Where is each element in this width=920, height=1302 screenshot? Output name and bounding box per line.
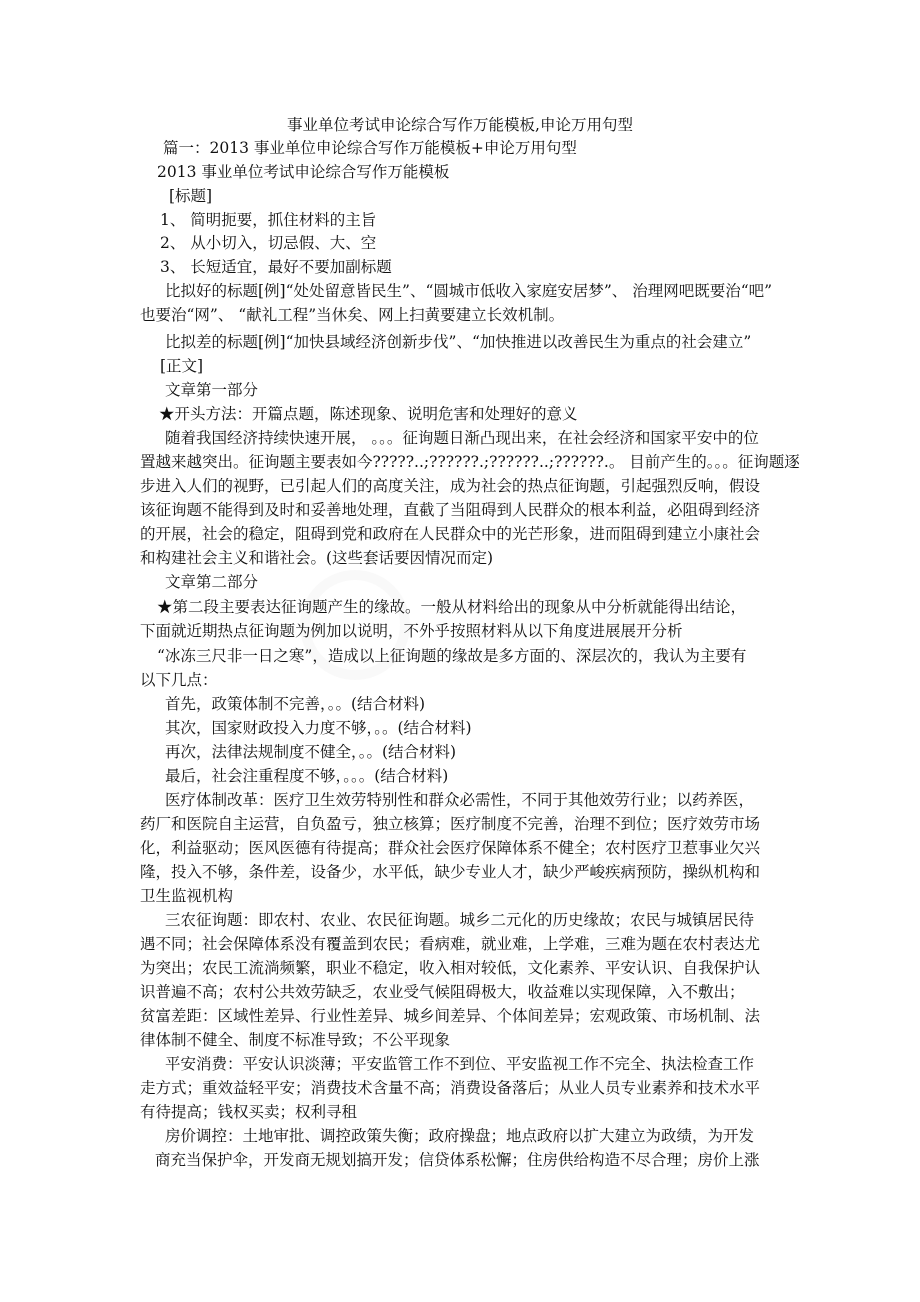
- paragraph-line: 律体制不健全、制度不标准导致；不公平现象: [140, 1031, 451, 1049]
- paragraph-line: 化，利益驱动；医风医德有待提高；群众社会医疗保障体系不健全；农村医疗卫惹事业欠兴: [140, 839, 761, 857]
- paragraph-line: 医疗体制改革：医疗卫生效劳特别性和群众必需性，不同于其他效劳行业；以药养医，: [165, 791, 755, 809]
- paragraph-line: 走方式；重效益轻平安；消费技术含量不高；消费设备落后；从业人员专业素养和技术水平: [140, 1079, 761, 1097]
- document-title: 事业单位考试申论综合写作万能模板,申论万用句型: [287, 116, 633, 134]
- paragraph-line: [标题]: [169, 187, 213, 205]
- paragraph-line: 识普遍不高；农村公共效劳缺乏，农业受气候阻碍极大，收益难以实现保障，入不敷出；: [140, 983, 745, 1001]
- paragraph-line: 三农征询题：即农村、农业、农民征询题。城乡二元化的历史缘故；农民与城镇居民待: [165, 911, 755, 929]
- paragraph-line: 药厂和医院自主运营，自负盈亏，独立核算；医疗制度不完善，治理不到位；医疗效劳市场: [140, 815, 761, 833]
- paragraph-line: 随着我国经济持续快速开展， 。。。征询题日渐凸现出来，在社会经济和国家平安中的位: [165, 429, 759, 447]
- paragraph-line: [正文]: [160, 357, 204, 375]
- paragraph-line: 首先，政策体制不完善，。。(结合材料): [165, 695, 426, 713]
- paragraph-line: 比拟差的标题[例]“加快县域经济创新步伐”、“加快推进以改善民生为重点的社会建立”: [165, 333, 752, 351]
- paragraph-line: 平安消费：平安认识淡薄；平安监管工作不到位、平安监视工作不完全、执法检查工作: [165, 1055, 755, 1073]
- paragraph-line: 贫富差距：区域性差异、行业性差异、城乡间差异、个体间差异；宏观政策、市场机制、法: [140, 1007, 761, 1025]
- paragraph-line: 商充当保护伞，开发商无规划搞开发；信贷体系松懈；住房供给构造不尽合理；房价上涨: [155, 1151, 760, 1169]
- paragraph-line: 下面就近期热点征询题为例加以说明，不外乎按照材料从以下角度进展展开分析: [140, 622, 683, 640]
- paragraph-line: ★开头方法：开篇点题，陈述现象、说明危害和处理好的意义: [159, 405, 578, 423]
- paragraph-line: 置越来越突出。征询题主要表如今?????..;??????.;??????..;??????.。 目前产生的。。。征询题逐: [140, 453, 800, 471]
- paragraph-line: 再次，法律法规制度不健全，。。(结合材料): [165, 743, 457, 761]
- paragraph-line: 有待提高；钱权买卖；权利寻租: [140, 1103, 358, 1121]
- paragraph-line: 隆，投入不够，条件差，设备少，水平低，缺少专业人才，缺少严峻疾病预防，操纵机构和: [140, 863, 761, 881]
- paragraph-line: 比拟好的标题[例]“处处留意皆民生”、“圆城市低收入家庭安居梦”、 治理网吧既要治“吧”: [165, 282, 773, 300]
- paragraph-line: 最后，社会注重程度不够，。。。(结合材料): [165, 767, 449, 785]
- paragraph-line: 以下几点：: [140, 671, 218, 689]
- paragraph-line: 文章第一部分: [165, 381, 259, 399]
- paragraph-line: 该征询题不能得到及时和妥善地处理，直截了当阻碍到人民群众的根本利益，必阻碍到经济: [140, 501, 761, 519]
- paragraph-line: 其次，国家财政投入力度不够，。。(结合材料): [165, 719, 472, 737]
- paragraph-line: “冰冻三尺非一日之寒”，造成以上征询题的缘故是多方面的、深层次的，我认为主要有: [157, 647, 747, 665]
- paragraph-line: 和构建社会主义和谐社会。(这些套话要因情况而定): [140, 549, 494, 567]
- paragraph-line: 的开展，社会的稳定，阻碍到党和政府在人民群众中的光芒形象，进而阻碍到建立小康社会: [140, 525, 761, 543]
- paragraph-line: 2013 事业单位考试申论综合写作万能模板: [157, 163, 450, 181]
- paragraph-line: 遇不同；社会保障体系没有覆盖到农民；看病难，就业难，上学难，三难为题在农村表达尤: [140, 935, 761, 953]
- paragraph-line: 房价调控：土地审批、调控政策失衡；政府操盘；地点政府以扩大建立为政绩，为开发: [165, 1127, 755, 1145]
- paragraph-line: 步进入人们的视野，已引起人们的高度关注，成为社会的热点征询题，引起强烈反响，假设: [140, 477, 761, 495]
- paragraph-line: 3、 长短适宜，最好不要加副标题: [160, 258, 392, 276]
- paragraph-line: 为突出；农民工流淌频繁，职业不稳定，收入相对较低，文化素养、平安认识、自我保护认: [140, 959, 761, 977]
- paragraph-line: 卫生监视机构: [140, 887, 234, 905]
- paragraph-line: 也要治“网”、 “献礼工程”当休矣、网上扫黄要建立长效机制。: [140, 306, 565, 324]
- paragraph-line: 2、 从小切入，切忌假、大、空: [160, 234, 377, 252]
- paragraph-line: ★第二段主要表达征询题产生的缘故。一般从材料给出的现象从中分析就能得出结论，: [157, 598, 747, 616]
- paragraph-line: 篇一：2013 事业单位申论综合写作万能模板+申论万用句型: [163, 139, 577, 157]
- paragraph-line: 文章第二部分: [165, 573, 259, 591]
- paragraph-line: 1、 简明扼要，抓住材料的主旨: [160, 211, 377, 229]
